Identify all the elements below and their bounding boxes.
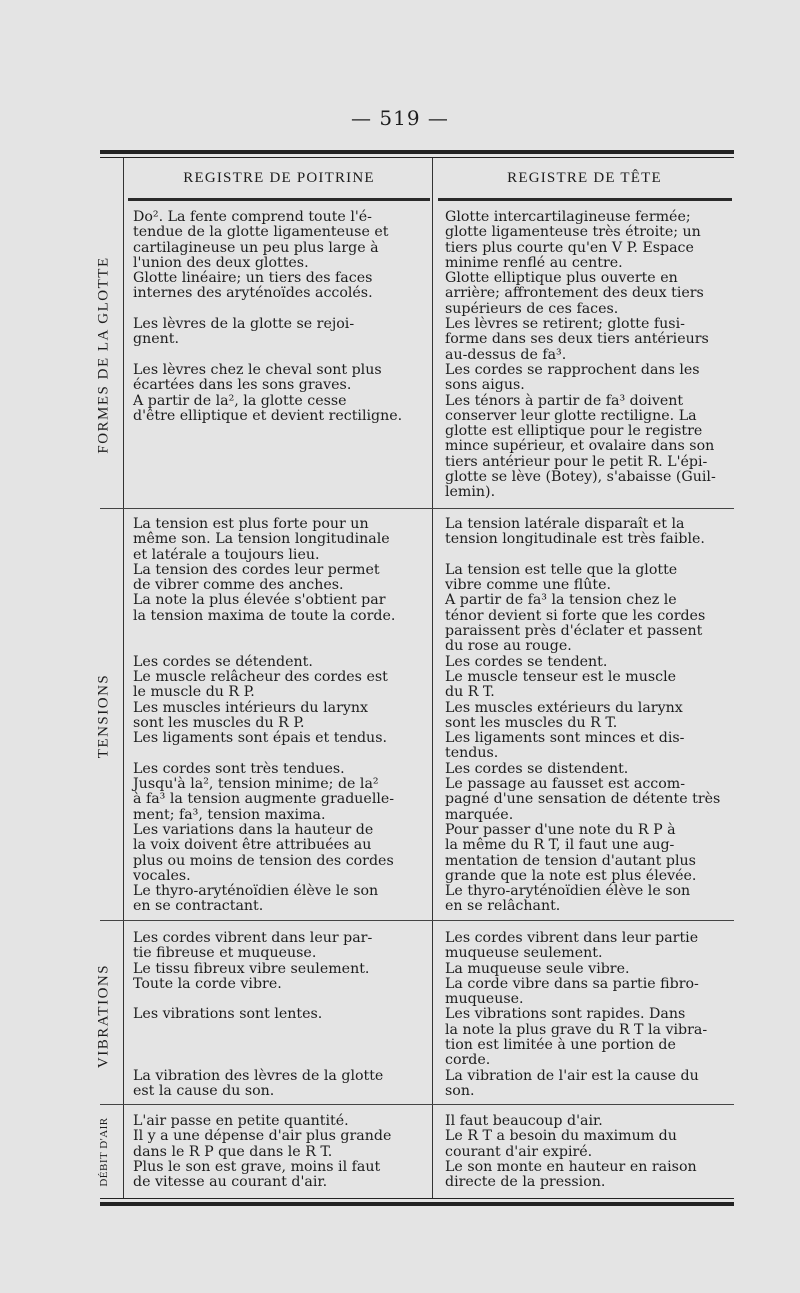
row-divider [100, 1104, 734, 1105]
cell-debit-tete: Il faut beaucoup d'air. Le R T a besoin du maximum du courant d'air expiré. Le son monte en hauteur en raison directe de la pression. [445, 1113, 697, 1191]
header-underline-right [438, 198, 732, 201]
header-underline-left [128, 198, 430, 201]
cell-formes-tete: Glotte intercartilagineuse fermée; glotte ligamenteuse très étroite; un tiers plus courte qu'en V P. Espace minime renflé au centre. Glotte elliptique plus ouverte en arrière; affrontement des deux tiers supérieurs de ces faces. Les lèvres se retirent; glotte fusi- forme dans ses deux tiers antérieurs au-dessus de fa³. Les cordes se rapprochent dans les sons aigus. Les ténors à partir de fa³ doivent conserver leur glotte rectiligne. La glotte est elliptique pour le registre mince supérieur, et ovalaire dans son tiers antérieur pour le petit R. L'épi- glotte se lève (Botey), s'abaisse (Guil- lemin). [445, 209, 716, 501]
cell-formes-poitrine: Do². La fente comprend toute l'é- tendue de la glotte ligamenteuse et cartilagineuse un peu plus large à l'union des deux glottes. Glotte linéaire; un tiers des faces internes des aryténoïdes accolés. Les lèvres de la glotte se rejoi- gnent. Les lèvres chez le cheval sont plus écartées dans les sons graves. A partir de la², la glotte cesse d'être elliptique et devient rectiligne. [133, 209, 403, 424]
cell-tensions-poitrine: La tension est plus forte pour un même son. La tension longitudinale et latérale a toujours lieu. La tension des cordes leur permet de vibrer comme des anches. La note la plus élevée s'obtient par la tension maxima de toute la corde. Les cordes se détendent. Le muscle relâcheur des cordes est le muscle du R P. Les muscles intérieurs du larynx sont les muscles du R P. Les ligaments sont épais et tendus. Les cordes sont très tendues. Jusqu'à la², tension minime; de la² à fa³ la tension augmente graduelle- ment; fa³, tension maxima. Les variations dans la hauteur de la voix doivent être attribuées au plus ou moins de tension des cordes vocales. Le thyro-aryténoïdien élève le son en se contractant. [133, 516, 396, 915]
bottom-rule [100, 1202, 734, 1206]
header-right: REGISTRE DE TÊTE [507, 170, 662, 186]
top-rule-thin [100, 157, 734, 158]
top-rule [100, 150, 734, 154]
bottom-rule-thin [100, 1198, 734, 1199]
cell-debit-poitrine: L'air passe en petite quantité. Il y a une dépense d'air plus grande dans le R P que dans le R T. Plus le son est grave, moins il faut de vitesse au courant d'air. [133, 1113, 392, 1191]
center-column-divider [432, 158, 433, 1198]
cell-vibrations-tete: Les cordes vibrent dans leur partie muqueuse seulement. La muqueuse seule vibre. La corde vibre dans sa partie fibro- muqueuse. Les vibrations sont rapides. Dans la note la plus grave du R T la vibra- tion est limitée à une portion de corde. La vibration de l'air est la cause du son. [445, 930, 708, 1099]
row-divider [100, 920, 734, 921]
label-column-divider [123, 158, 124, 1198]
row-divider [100, 508, 734, 509]
cell-vibrations-poitrine: Les cordes vibrent dans leur par- tie fibreuse et muqueuse. Le tissu fibreux vibre seulement. Toute la corde vibre. Les vibrations sont lentes. La vibration des lèvres de la glotte est la cause du son. [133, 930, 384, 1099]
header-left: REGISTRE DE POITRINE [183, 170, 375, 186]
cell-tensions-tete: La tension latérale disparaît et la tension longitudinale est très faible. La tension est telle que la glotte vibre comme une flûte. A partir de fa³ la tension chez le ténor devient si forte que les cordes paraissent près d'éclater et passent du rose au rouge. Les cordes se tendent. Le muscle tenseur est le muscle du R T. Les muscles extérieurs du larynx sont les muscles du R T. Les ligaments sont minces et dis- tendus. Les cordes se distendent. Le passage au fausset est accom- pagné d'une sensation de détente très marquée. Pour passer d'une note du R P à la même du R T, il faut une aug- mentation de tension d'autant plus grande que la note est plus élevée. Le thyro-aryténoïdien élève le son en se relâchant. [445, 516, 721, 915]
page-number: — 519 — [351, 106, 449, 130]
